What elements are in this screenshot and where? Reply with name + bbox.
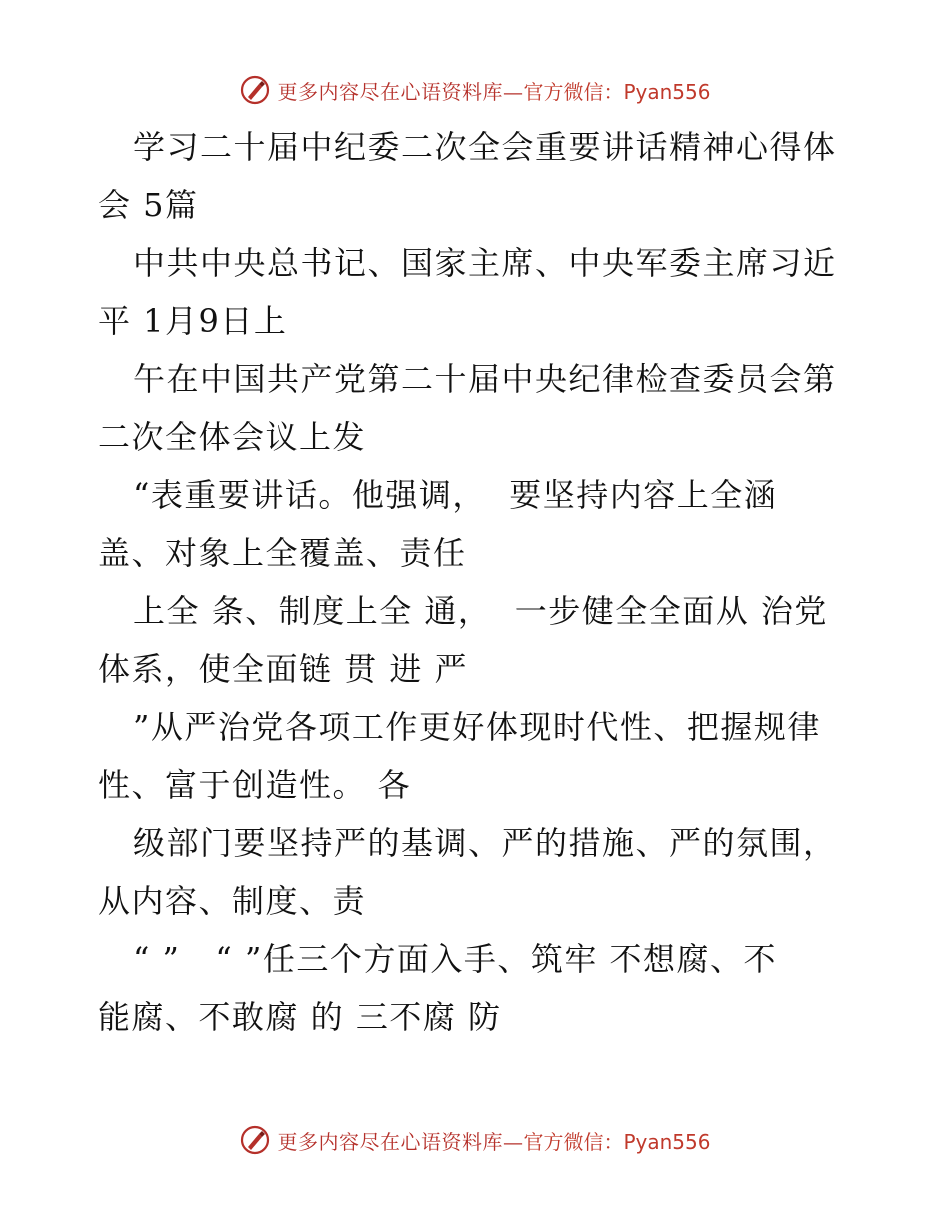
text-line: 性、富于创造性。 各: [98, 766, 412, 804]
text-line: 会 5篇: [98, 186, 199, 224]
pen-logo-icon: [239, 1124, 271, 1156]
header-banner-wechat: 官方微信：Pyan556: [523, 79, 711, 104]
text-line: 午在中国共产党第二十届中央纪律检查委员会第: [98, 360, 837, 398]
text-line: 二次全体会议上发: [98, 418, 367, 456]
text-line: “ ” “ ”任三个方面入手、筑牢 不想腐、不: [98, 940, 777, 978]
text-line: 盖、对象上全覆盖、责任: [98, 534, 467, 572]
header-banner-text: 更多内容尽在心语资料库—: [277, 79, 524, 104]
text-line: 上全 条、制度上全 通， 一步健全全面从 治党: [98, 592, 828, 630]
text-line: “表重要讲话。他强调， 要坚持内容上全涵: [98, 476, 778, 514]
footer-banner-text: 更多内容尽在心语资料库—: [277, 1129, 524, 1154]
footer-banner: [0, 1120, 950, 1160]
footer-banner-wechat: 官方微信：Pyan556: [523, 1129, 711, 1154]
text-line: 学习二十届中纪委二次全会重要讲话精神心得体: [98, 128, 837, 166]
text-line: 级部门要坚持严的基调、严的措施、严的氛围，: [98, 824, 837, 862]
document-body: [98, 118, 858, 1046]
header-banner: [0, 70, 950, 110]
text-line: 从内容、制度、责: [98, 882, 367, 920]
pen-logo-icon: [239, 74, 271, 106]
text-line: 平 1月9日上: [98, 302, 288, 340]
text-line: 能腐、不敢腐 的 三不腐 防: [98, 998, 502, 1036]
text-line: 中共中央总书记、国家主席、中央军委主席习近: [98, 244, 837, 282]
text-line: 体系，使全面链 贯 进 严: [98, 650, 469, 688]
text-line: ”从严治党各项工作更好体现时代性、把握规律: [98, 708, 821, 746]
